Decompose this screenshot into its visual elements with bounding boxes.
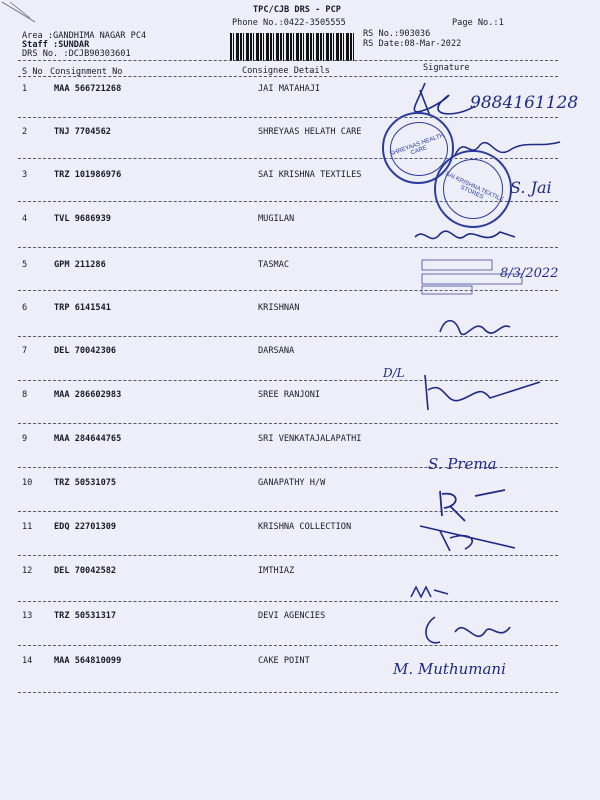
row-sno: 8 — [22, 390, 28, 400]
signature-13-scribble — [420, 612, 520, 652]
row-consignment: DEL 70042306 — [54, 346, 117, 356]
row-divider — [18, 692, 558, 693]
signature-8-scribble — [420, 370, 550, 420]
row-consignee: SREE RANJONI — [258, 390, 321, 400]
corner-fold-mark — [0, 0, 40, 30]
row-sno: 11 — [22, 522, 33, 532]
row-divider — [18, 601, 558, 602]
row-consignment: TRP 6141541 — [54, 303, 111, 313]
row-sno: 3 — [22, 170, 28, 180]
row-consignment: MAA 566721268 — [54, 84, 122, 94]
row-sno: 2 — [22, 127, 28, 137]
row-consignee: SRI VENKATAJALAPATHI — [258, 434, 362, 444]
row-consignee: MUGILAN — [258, 214, 295, 224]
signature-7: D/L — [383, 366, 405, 380]
row-consignment: DEL 70042582 — [54, 566, 117, 576]
row-sno: 10 — [22, 478, 33, 488]
document-title: TPC/CJB DRS - PCP — [253, 5, 341, 15]
row-consignee: DARSANA — [258, 346, 295, 356]
row-consignee: IMTHIAZ — [258, 566, 295, 576]
row-consignment: GPM 211286 — [54, 260, 106, 270]
signature-6-scribble — [435, 312, 515, 342]
row-consignee: KRISHNAN — [258, 303, 300, 313]
column-header-sno: S No — [22, 67, 43, 77]
row-sno: 5 — [22, 260, 28, 270]
row-sno: 1 — [22, 84, 28, 94]
signature-9: S. Prema — [428, 455, 497, 473]
signature-10-11-scribble — [420, 486, 530, 556]
row-consignment: TNJ 7704562 — [54, 127, 111, 137]
row-sno: 14 — [22, 656, 33, 666]
row-consignment: MAA 286602983 — [54, 390, 122, 400]
row-sno: 12 — [22, 566, 33, 576]
delivery-stamp-5 — [420, 258, 560, 298]
row-consignee: CAKE POINT — [258, 656, 310, 666]
area-label: Area :GANDHIMA NAGAR PC4 — [22, 31, 147, 41]
row-sno: 7 — [22, 346, 28, 356]
row-consignment: EDQ 22701309 — [54, 522, 117, 532]
page-number: Page No.:1 — [452, 18, 504, 28]
rs-date: RS Date:08-Mar-2022 — [363, 39, 462, 49]
row-consignee: SHREYAAS HELATH CARE — [258, 127, 362, 137]
row-consignee: DEVI AGENCIES — [258, 611, 326, 621]
row-sno: 4 — [22, 214, 28, 224]
column-header-consignment: Consignment No — [50, 67, 123, 77]
signature-4-scribble — [410, 222, 520, 252]
company-stamp-1: SHREYAAS HEALTH CARE — [382, 112, 454, 184]
row-sno: 6 — [22, 303, 28, 313]
table-row — [0, 656, 600, 670]
signature-3: S. Jai — [510, 178, 552, 197]
row-consignee: JAI MATAHAJI — [258, 84, 321, 94]
row-consignment: TRZ 50531075 — [54, 478, 117, 488]
row-consignee: TASMAC — [258, 260, 290, 270]
header-divider-top — [18, 60, 558, 61]
row-sno: 9 — [22, 434, 28, 444]
signature-5-date: 8/3/2022 — [500, 266, 559, 281]
signature-2-scribble — [450, 130, 570, 170]
column-header-consignee: Consignee Details — [242, 66, 330, 76]
row-consignment: MAA 564810099 — [54, 656, 122, 666]
row-consignee: SAI KRISHNA TEXTILES — [258, 170, 362, 180]
drs-number: DRS No. :DCJB90303601 — [22, 49, 131, 59]
row-consignment: TVL 9686939 — [54, 214, 111, 224]
row-consignee: GANAPATHY H/W — [258, 478, 326, 488]
column-header-signature: Signature — [423, 63, 470, 73]
barcode — [230, 33, 355, 61]
row-consignment: TRZ 50531317 — [54, 611, 117, 621]
company-stamp-2: SAI KRISHNA TEXTILE STORES — [434, 150, 512, 228]
row-divider — [18, 423, 558, 424]
staff-label: Staff :SUNDAR — [22, 40, 90, 50]
phone-number: Phone No.:0422-3505555 — [232, 18, 346, 28]
table-row — [0, 434, 600, 448]
table-row — [0, 346, 600, 360]
row-sno: 13 — [22, 611, 33, 621]
row-consignment: TRZ 101986976 — [54, 170, 122, 180]
row-consignment: MAA 284644765 — [54, 434, 122, 444]
rs-number: RS No.:903036 — [363, 29, 431, 39]
signature-1-phone: 9884161128 — [470, 93, 579, 113]
header-divider-bottom — [18, 76, 558, 77]
signature-12-scribble — [408, 582, 458, 602]
row-consignee: KRISHNA COLLECTION — [258, 522, 352, 532]
signature-14: M. Muthumani — [393, 660, 506, 678]
table-row — [0, 566, 600, 580]
